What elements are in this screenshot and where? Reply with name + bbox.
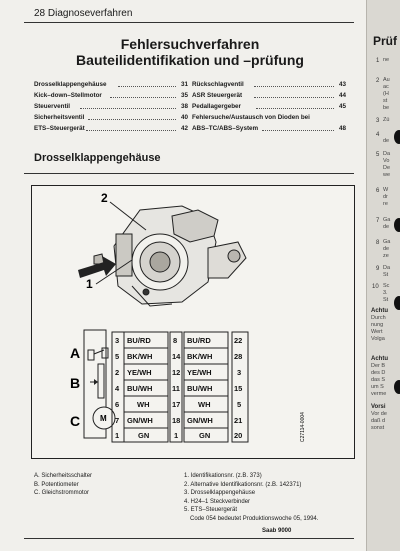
adjacent-step-number: 4 (376, 132, 380, 138)
pin-a: 7 (115, 416, 120, 425)
legend-components (34, 472, 92, 498)
pin-b: 1 (174, 431, 179, 440)
page-title: Fehlersuchverfahren (120, 36, 260, 52)
motor-label: M (100, 414, 107, 423)
adjacent-step-number: 3 (376, 118, 380, 124)
pin-a: 2 (115, 368, 120, 377)
adjacent-page-title: Prüf (373, 34, 397, 48)
wire-color-a: BU/WH (127, 384, 153, 393)
footer-model: Saab 9000 (262, 528, 292, 534)
figure-code: C27114-0004 (300, 412, 306, 442)
wire-color-a: GN (138, 431, 150, 440)
toc-item[interactable]: Kick–down–Stellmotor 35 (34, 92, 188, 99)
wire-color-b: BU/WH (187, 384, 213, 393)
pin-a: 6 (115, 400, 120, 409)
pin-a: 1 (115, 431, 120, 440)
adjacent-step-number: 1 (376, 58, 380, 64)
group-label-c: C (70, 413, 81, 429)
legend-item: 1. Identifikationsnr. (z.B. 373) (184, 473, 262, 479)
pin-b: 12 (172, 368, 181, 377)
footer-rule (24, 538, 354, 539)
chapter-title: Diagnoseverfahren (47, 8, 133, 19)
toc-item[interactable]: ABS–TC/ABS–System 48 (192, 125, 346, 132)
legend-item: 3. Drosselklappengehäuse (184, 490, 256, 496)
wire-color-a: YE/WH (127, 368, 152, 377)
binding-hole-icon (394, 296, 400, 310)
wire-color-b: GN (199, 431, 211, 440)
pin-b: 18 (172, 416, 181, 425)
toc-item[interactable]: ASR Steuergerät 44 (192, 92, 346, 99)
toc-item[interactable]: Fehlersuche/Austausch von Dioden bei (192, 114, 310, 121)
group-label-a: A (70, 345, 81, 361)
page-subtitle: Bauteilidentifikation und –prüfung (76, 52, 304, 68)
adjacent-step-number: 10 (372, 284, 379, 290)
pin-c: 5 (237, 400, 242, 409)
pin-c: 28 (234, 352, 243, 361)
adjacent-note-heading: Achtu (371, 356, 388, 362)
pin-b: 11 (172, 384, 180, 393)
binding-hole-icon (394, 130, 400, 144)
binding-hole-icon (394, 380, 400, 394)
throttle-body-diagram (31, 185, 355, 459)
legend-item: Code 054 bedeutet Produktionswoche 05, 1994. (190, 515, 319, 522)
wire-color-a: BU/RD (127, 336, 151, 345)
pin-a: 4 (115, 384, 120, 393)
wire-color-a: BK/WH (127, 352, 153, 361)
toc-item[interactable]: Rückschlagventil 43 (192, 81, 346, 88)
section-rule (24, 173, 354, 174)
pin-c: 20 (234, 431, 243, 440)
callout-2: 2 (101, 191, 108, 205)
legend-item: 4. H24–1 Steckverbinder (184, 498, 251, 505)
toc-item[interactable]: Drosselklappengehäuse 31 (34, 81, 188, 88)
pin-b: 8 (173, 336, 178, 345)
pin-b: 14 (172, 352, 181, 361)
pin-a: 5 (115, 352, 120, 361)
adjacent-note-heading: Achtu (371, 308, 388, 314)
toc-item[interactable]: Pedallagergeber 45 (192, 103, 346, 110)
pin-c: 3 (237, 368, 242, 377)
legend-item: 5. ETS–Steuergerät (184, 507, 238, 513)
toc-item[interactable]: ETS–Steuergerät 42 (34, 125, 188, 132)
legend-item: 2. Alternative Identifikationsnr. (z.B. 142371) (184, 481, 302, 488)
pin-b: 17 (172, 400, 181, 409)
toc-item[interactable]: Steuerventil 38 (34, 103, 188, 110)
wire-color-a: WH (137, 400, 150, 409)
throttle-body-drawing (94, 206, 246, 306)
legend-item: B. Potentiometer (34, 481, 79, 488)
adjacent-step-number: 7 (376, 218, 380, 224)
adjacent-step-number: 2 (376, 78, 380, 84)
legend-item: C. Gleichstrommotor (34, 490, 90, 496)
legend-item: A. Sicherheitsschalter (34, 473, 93, 479)
pin-a: 3 (115, 336, 120, 345)
adjacent-page: Prüf 1 ne 2 Au ac (H st be 3 Zü 4 de 5 Da Vo De we 6 W dr re 7 Ga de 8 Ga de ze 9 Da St 10 Sc 3. St Achtu Durch nung Wert Volga Achtu Der B des D das S um S verme Vorsi Vor de daß d sonst (366, 0, 400, 551)
section-title: Drosselklappengehäuse (34, 152, 161, 164)
header-rule (24, 22, 354, 23)
adjacent-step-number: 5 (376, 152, 380, 158)
wire-color-b: BU/RD (187, 336, 211, 345)
pin-c: 15 (234, 384, 243, 393)
legend-callouts (184, 472, 318, 523)
pin-c: 22 (234, 336, 243, 345)
adjacent-note-heading: Vorsi (371, 404, 386, 410)
wire-color-b: YE/WH (187, 368, 212, 377)
page-number: 28 (34, 8, 46, 19)
page-header (34, 8, 132, 19)
pin-c: 21 (234, 416, 243, 425)
diagram-svg (32, 186, 354, 458)
pin-table (112, 332, 248, 442)
toc-item[interactable]: Sicherheitsventil 40 (34, 114, 188, 121)
wire-color-b: GN/WH (187, 416, 213, 425)
wire-color-a: GN/WH (127, 416, 153, 425)
adjacent-step-number: 8 (376, 240, 380, 246)
wire-color-b: WH (198, 400, 211, 409)
wire-color-b: BK/WH (187, 352, 213, 361)
group-label-b: B (70, 375, 81, 391)
binding-hole-icon (394, 218, 400, 232)
adjacent-step-number: 9 (376, 266, 380, 272)
adjacent-step-number: 6 (376, 188, 380, 194)
callout-1: 1 (86, 277, 93, 291)
